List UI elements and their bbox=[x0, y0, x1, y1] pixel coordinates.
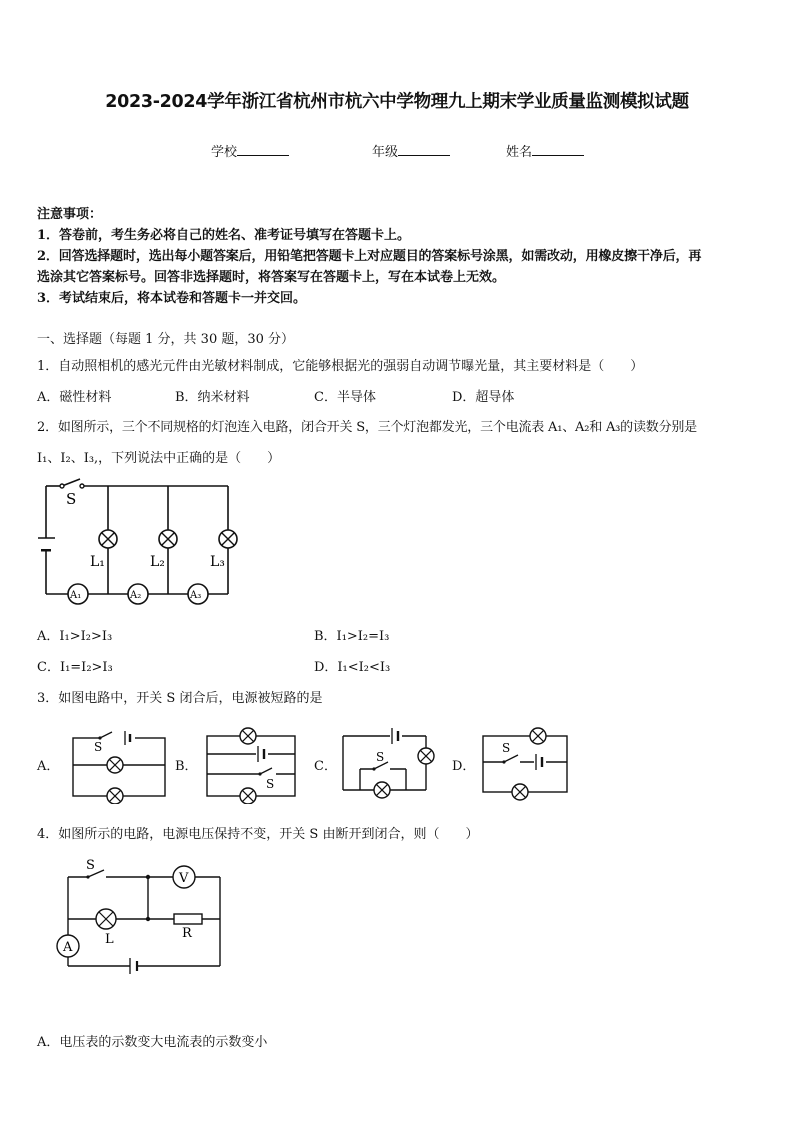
grade-field bbox=[372, 141, 450, 160]
switch-contact-icon bbox=[60, 484, 64, 488]
lamp-icon bbox=[418, 748, 434, 764]
lamp-label: L bbox=[105, 932, 114, 947]
voltmeter-label: V bbox=[179, 871, 189, 886]
school-blank bbox=[237, 143, 289, 156]
resistor-label: R bbox=[182, 926, 192, 941]
lamp-icon bbox=[530, 728, 546, 744]
switch-label: S bbox=[376, 750, 385, 764]
grade-blank bbox=[398, 143, 450, 156]
question-3-stem: 3．如图电路中，开关 S 闭合后，电源被短路的是 bbox=[37, 691, 323, 706]
question-1-option-c: C．半导体 bbox=[314, 390, 376, 405]
question-2-stem-line-2: I₁、I₂、I₃,，下列说法中正确的是（ ） bbox=[37, 451, 281, 466]
notice-item: 3．考试结束后，将本试卷和答题卡一并交回。 bbox=[37, 291, 307, 306]
battery-icon bbox=[130, 958, 137, 974]
question-1-option-d: D．超导体 bbox=[452, 390, 515, 405]
lamp-icon bbox=[99, 530, 117, 548]
question-3-option-d-diagram bbox=[478, 726, 572, 804]
lamp-label-l2: L₂ bbox=[150, 554, 165, 570]
lamp-icon bbox=[240, 788, 256, 804]
question-3-option-b-letter: B． bbox=[175, 759, 198, 774]
ammeter-label: A bbox=[63, 940, 73, 955]
name-field bbox=[506, 141, 584, 160]
question-3-option-b-diagram bbox=[200, 722, 300, 804]
switch-label: S bbox=[86, 858, 95, 873]
switch-contact-icon bbox=[80, 484, 84, 488]
ammeter-label-a2: A₂ bbox=[130, 590, 142, 601]
school-field bbox=[211, 141, 289, 160]
junction-dot-icon bbox=[146, 875, 150, 879]
question-4-circuit-diagram bbox=[48, 855, 228, 975]
question-2-option-c: C．I₁=I₂>I₃ bbox=[37, 660, 113, 675]
section-heading: 一、选择题（每题 1 分，共 30 题，30 分） bbox=[37, 332, 295, 347]
lamp-icon bbox=[219, 530, 237, 548]
switch-contact-icon bbox=[86, 875, 89, 878]
lamp-icon bbox=[159, 530, 177, 548]
question-2-option-d: D．I₁<I₂<I₃ bbox=[314, 660, 391, 675]
question-3-option-d-letter: D． bbox=[452, 759, 476, 774]
lamp-icon bbox=[512, 784, 528, 800]
lamp-icon bbox=[96, 909, 116, 929]
notice-heading: 注意事项： bbox=[37, 207, 103, 222]
lamp-icon bbox=[374, 782, 390, 798]
ammeter-label-a3: A₃ bbox=[190, 590, 202, 601]
switch-label: S bbox=[266, 777, 275, 791]
notice-item: 1．答卷前，考生务必将自己的姓名、准考证号填写在答题卡上。 bbox=[37, 228, 411, 243]
question-2-option-b: B．I₁>I₂=I₃ bbox=[314, 629, 390, 644]
question-3-option-c-diagram bbox=[338, 724, 440, 804]
question-1-stem: 1．自动照相机的感光元件由光敏材料制成，它能够根据光的强弱自动调节曝光量，其主要材料是（ ） bbox=[37, 359, 644, 374]
question-1-option-b: B．纳米材料 bbox=[175, 390, 250, 405]
school-label: 学校 bbox=[211, 145, 238, 160]
ammeter-label-a1: A₁ bbox=[70, 590, 82, 601]
resistor-icon bbox=[174, 914, 202, 924]
battery-icon bbox=[38, 538, 55, 550]
lamp-icon bbox=[107, 788, 123, 804]
notice-item: 2．回答选择题时，选出每小题答案后，用铅笔把答题卡上对应题目的答案标号涂黑，如需改动，用橡皮擦干净后，再 bbox=[37, 249, 702, 264]
question-4-option-a: A．电压表的示数变大电流表的示数变小 bbox=[37, 1035, 268, 1050]
question-4-stem: 4．如图所示的电路，电源电压保持不变，开关 S 由断开到闭合，则（ ） bbox=[37, 827, 479, 842]
lamp-label-l3: L₃ bbox=[210, 554, 225, 570]
lamp-icon bbox=[240, 728, 256, 744]
question-1-option-a: A．磁性材料 bbox=[37, 390, 112, 405]
question-2-stem-line-1: 2．如图所示，三个不同规格的灯泡连入电路，闭合开关 S，三个灯泡都发光，三个电流表 A₁、A₂和 A₃的读数分别是 bbox=[37, 420, 697, 435]
name-label: 姓名 bbox=[506, 145, 533, 160]
question-3-option-c-letter: C． bbox=[314, 759, 337, 774]
question-3-option-a-letter: A． bbox=[37, 759, 60, 774]
question-2-circuit-diagram bbox=[38, 474, 238, 609]
switch-label: S bbox=[502, 741, 511, 755]
question-3-option-a-diagram bbox=[68, 726, 170, 804]
notice-item: 选涂其它答案标号。回答非选择题时，将答案写在答题卡上，写在本试卷上无效。 bbox=[37, 270, 506, 285]
page-title: 2023-2024学年浙江省杭州市杭六中学物理九上期末学业质量监测模拟试题 bbox=[105, 92, 689, 112]
name-blank bbox=[532, 143, 584, 156]
switch-label: S bbox=[94, 740, 103, 754]
question-2-option-a: A．I₁>I₂>I₃ bbox=[37, 629, 113, 644]
lamp-icon bbox=[107, 757, 123, 773]
switch-label: S bbox=[66, 490, 77, 508]
grade-label: 年级 bbox=[372, 145, 399, 160]
junction-dot-icon bbox=[146, 917, 150, 921]
lamp-label-l1: L₁ bbox=[90, 554, 105, 570]
